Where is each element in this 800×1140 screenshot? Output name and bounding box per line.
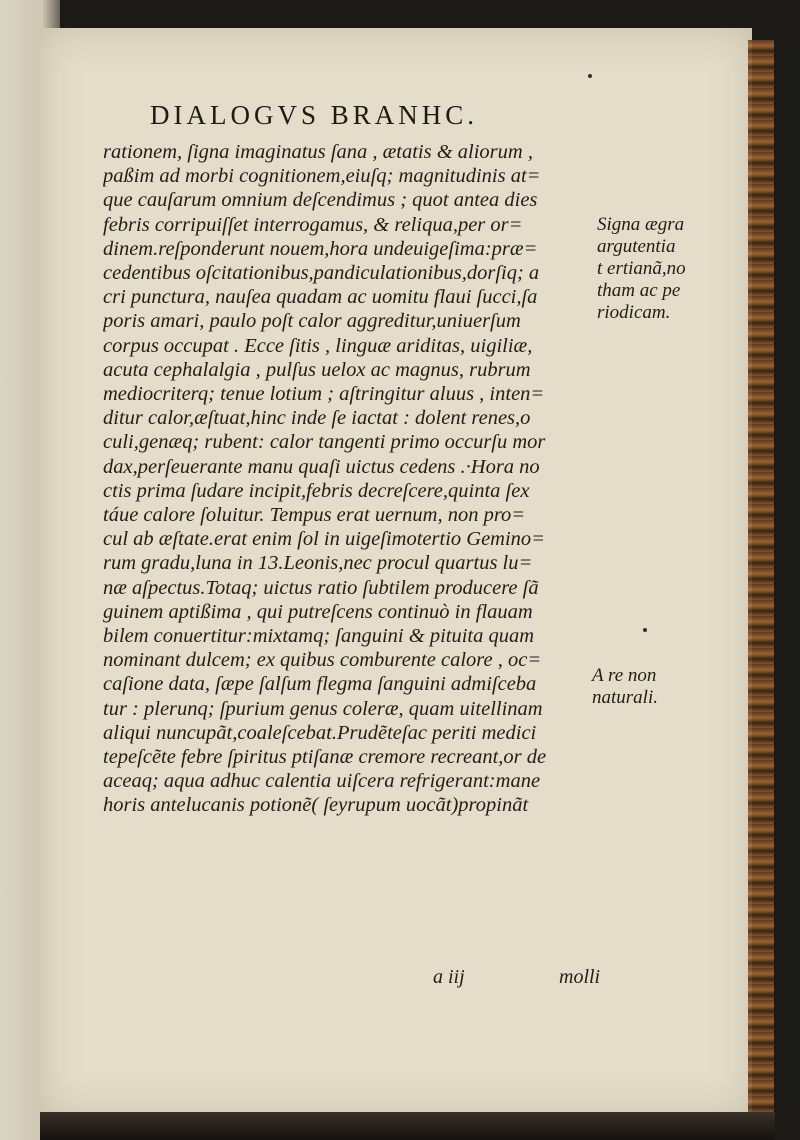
- ink-spot: [643, 628, 647, 632]
- book-bottom-edge: [40, 1112, 775, 1140]
- text-line: acuta cephalalgia , pulſus uelox ac magnus, rubrum: [103, 358, 531, 381]
- text-line: culi,genæq; rubent: calor tangenti primo occurſu mor: [103, 431, 546, 454]
- text-line: guinem aptißima , qui putreſcens continuò in flauam: [103, 600, 533, 623]
- text-line: paßim ad morbi cognitionem,eiuſq; magnitudinis at=: [103, 165, 541, 188]
- page-edge-stack: [748, 40, 774, 1125]
- text-line: táue calore ſoluitur. Tempus erat uernum, non pro=: [103, 504, 526, 527]
- text-line: bilem conuertitur:mixtamq; ſanguini & pituita quam: [103, 625, 535, 648]
- margin-note-line: naturali.: [592, 687, 658, 708]
- text-line: cedentibus oſcitationibus,pandiculationibus,dorſiq; a: [103, 262, 540, 285]
- text-line: ctis prima ſudare incipit,febris decreſcere,quinta ſex: [103, 479, 530, 502]
- text-line: mediocriterq; tenue lotium ; aſtringitur aluus , inten=: [103, 383, 545, 406]
- text-line: caſione data, ſæpe ſalſum flegma ſanguini admiſceba: [103, 673, 537, 696]
- text-line: dax,perſeuerante manu quaſi uictus cedens .·Hora no: [103, 455, 540, 478]
- main-text-block: [103, 140, 603, 818]
- margin-note-line: riodicam.: [597, 302, 671, 323]
- text-line: nominant dulcem; ex quibus comburente calore , oc=: [103, 649, 542, 672]
- text-line: aliqui nuncupãt,coaleſcebat.Prudẽteſac periti medici: [103, 721, 537, 744]
- signature-mark: a iij: [433, 966, 465, 988]
- margin-note-line: argutentia: [597, 236, 676, 257]
- margin-note-nature: [592, 665, 712, 709]
- text-line: poris amari, paulo poſt calor aggreditur,uniuerſum: [103, 310, 521, 333]
- ink-spot: [588, 74, 592, 78]
- text-line: que cauſarum omnium deſcendimus ; quot antea dies: [103, 189, 538, 212]
- text-line: horis antelucanis potionẽ( ſeyrupum uocãt)propinãt: [103, 794, 529, 817]
- text-line: corpus occupat . Ecce ſitis , linguæ ariditas, uigiliæ,: [103, 334, 533, 357]
- text-line: rationem, ſigna imaginatus ſana , ætatis & aliorum ,: [103, 141, 533, 163]
- margin-note-line: t ertianã,no: [597, 258, 686, 279]
- text-line: cri punctura, nauſea quadam ac uomitu flaui ſucci,ſa: [103, 286, 538, 309]
- text-line: tur : plerunq; ſpurium genus coleræ, quam uitellinam: [103, 697, 543, 720]
- text-line: rum gradu,luna in 13.Leonis,nec procul quartus lu=: [103, 552, 533, 575]
- text-line: aceaq; aqua adhuc calentia uiſcera refrigerant:mane: [103, 770, 541, 793]
- margin-note-line: tham ac pe: [597, 280, 681, 301]
- text-line: ditur calor,æſtuat,hinc inde ſe iactat : dolent renes,o: [103, 407, 531, 430]
- text-line: dinem.reſponderunt nouem,hora undeuigeſima:præ=: [103, 237, 538, 260]
- margin-note-line: A re non: [592, 665, 657, 686]
- margin-note-line: Signa ægra: [597, 214, 685, 235]
- catchword: molli: [559, 966, 601, 988]
- text-line: næ aſpectus.Totaq; uictus ratio ſubtilem producere ſã: [103, 576, 539, 599]
- text-line: tepeſcẽte febre ſpiritus ptiſanæ cremore recreant,or de: [103, 746, 547, 769]
- text-line: cul ab æſtate.erat enim ſol in uigeſimotertio Gemino=: [103, 528, 546, 551]
- margin-note-signs: [597, 214, 717, 324]
- running-head: DIALOGVS BRANHC.: [150, 100, 479, 130]
- text-line: febris corripuiſſet interrogamus, & reliqua,per or=: [103, 213, 523, 236]
